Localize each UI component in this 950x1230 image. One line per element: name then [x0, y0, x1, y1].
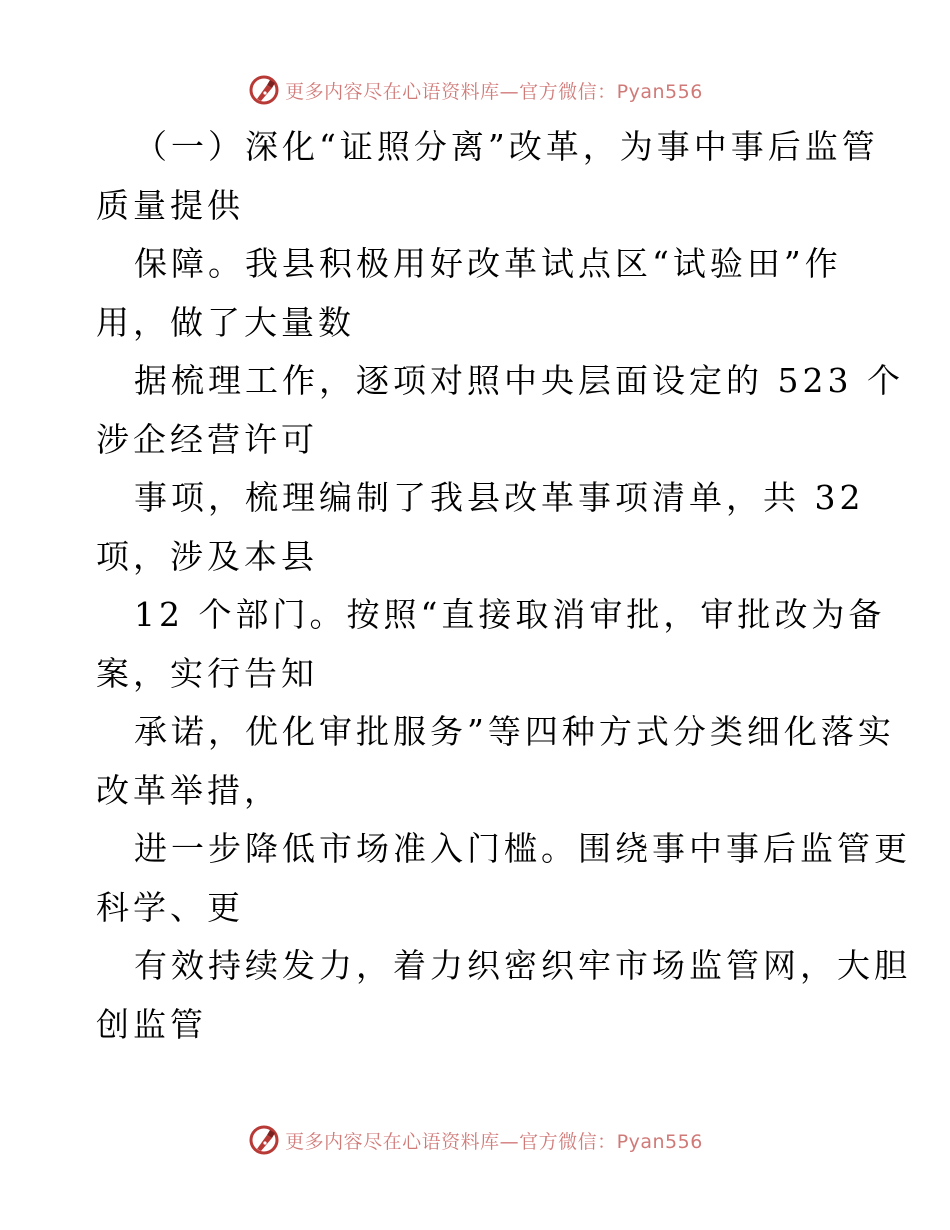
text-line: 改革举措，: [96, 770, 281, 810]
watermark-text: 更多内容尽在心语资料库—官方微信：Pyan556: [285, 1130, 703, 1153]
footer-watermark: [0, 1120, 950, 1160]
text-line: 保障。我县积极用好改革试点区“试验田”作: [134, 244, 842, 283]
text-line: 用，做了大量数: [96, 302, 355, 342]
text-line: 案，实行告知: [96, 653, 318, 693]
header-watermark: [0, 70, 950, 110]
watermark-text: 更多内容尽在心语资料库—官方微信：Pyan556: [285, 80, 703, 103]
pen-nib-logo-icon: [247, 1123, 281, 1157]
text-line: （一）深化“证照分离”改革，为事中事后监管: [134, 127, 879, 166]
text-line: 12 个部门。按照“直接取消审批，审批改为备: [134, 595, 886, 634]
pen-nib-logo-icon: [247, 73, 281, 107]
text-line: 据梳理工作，逐项对照中央层面设定的 523 个: [134, 361, 904, 400]
text-line: 进一步降低市场准入门槛。围绕事中事后监管更: [134, 829, 911, 868]
document-body: [96, 118, 911, 1054]
text-line: 涉企经营许可: [96, 419, 318, 459]
text-line: 有效持续发力，着力织密织牢市场监管网，大胆: [134, 946, 911, 985]
text-line: 创监管: [96, 1004, 207, 1044]
text-line: 事项，梳理编制了我县改革事项清单，共 32: [134, 478, 865, 517]
text-line: 科学、更: [96, 887, 244, 927]
text-line: 项，涉及本县: [96, 536, 318, 576]
text-line: 质量提供: [96, 185, 244, 225]
text-line: 承诺，优化审批服务”等四种方式分类细化落实: [134, 712, 895, 751]
